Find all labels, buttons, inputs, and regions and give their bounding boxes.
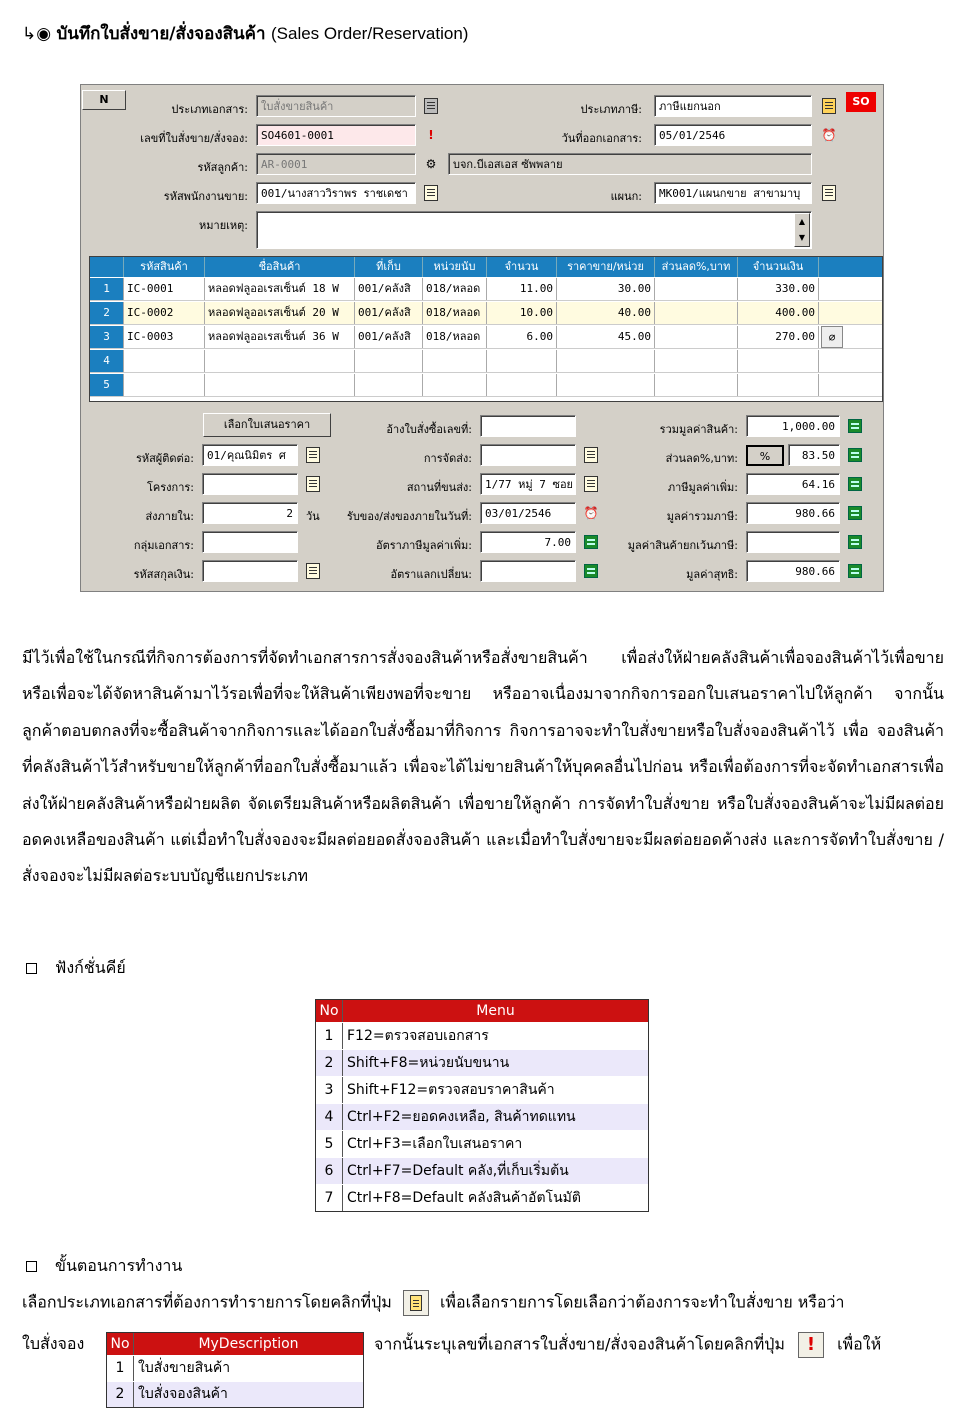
col-qty-header[interactable]: จำนวน <box>487 257 557 277</box>
cell-disc[interactable] <box>655 350 738 372</box>
incl-vat-calc-icon[interactable] <box>846 503 864 523</box>
menu-row-text: Ctrl+F7=Default คลัง,ที่เก็บเริ่มต้น <box>347 1163 569 1179</box>
cell-name[interactable] <box>205 350 355 372</box>
steps-text-2a: ใบสั่งจอง <box>22 1334 85 1353</box>
row-number: 5 <box>90 374 124 396</box>
exclamation-icon: ! <box>798 1332 824 1358</box>
cell-price[interactable]: 45.00 <box>557 326 655 348</box>
vat-field[interactable]: 64.16 <box>746 473 840 495</box>
col-code-header[interactable]: รหัสสินค้า <box>124 257 205 277</box>
exchange-label: อัตราแลกเปลี่ยน: <box>390 568 472 581</box>
section-heading <box>22 20 468 47</box>
menu-row-no: 5 <box>316 1131 343 1157</box>
menu-row-text: Shift+F12=ตรวจสอบราคาสินค้า <box>347 1082 555 1098</box>
doc-group-field[interactable] <box>202 531 298 553</box>
steps-text-2c: เพื่อให้ <box>837 1334 882 1354</box>
heading-title-en: (Sales Order/Reservation) <box>270 24 469 43</box>
dept-label: แผนก: <box>610 190 642 203</box>
receive-date-label: รับของ/ส่งของภายในวันที่: <box>346 510 472 523</box>
contact-label: รหัสผู้ติดต่อ: <box>135 452 194 465</box>
desc-row <box>107 1381 363 1407</box>
cell-loc[interactable]: 001/คลังสิ <box>355 302 423 324</box>
cell-disc[interactable] <box>655 302 738 324</box>
mode-indicator: N <box>82 90 126 110</box>
col-disc-header[interactable]: ส่วนลด%,บาท <box>655 257 738 277</box>
col-unit-header[interactable]: หน่วยนับ <box>423 257 487 277</box>
menu-row-text: Ctrl+F2=ยอดคงเหลือ, สินค้าทดแทน <box>347 1109 576 1125</box>
cell-qty[interactable]: 11.00 <box>487 278 557 300</box>
cell-code[interactable]: IC-0001 <box>124 278 205 300</box>
tax-type-lookup-icon[interactable] <box>820 96 838 116</box>
description-paragraph: มีไว้เพื่อใช้ในกรณีที่กิจการต้องการที่จัดทำเอกสารการสั่งจองสินค้าหรือสั่งขายสินค้า เพื่อส่งให้ฝ่ายคลังสินค้าเพื่อจองสินค้าไว้เพื่อขาย หรือเพื่อจะได้จัดหาสินค้ามาไว้รอเพื่อที่จะให้สินค้าเพียงพอที่จะขาย หรืออาจเนื่องมาจากกิจการออกใบเสนอราคาไปให้ลูกค้า จากนั้นลูกค้าตอบตกลงที่จะซื้อสินค้าจากกิจการและได้ออกใบสั่งซื้อมาที่กิจการ กิจการอาจจะทำใบสั่งขายหรือใบสั่งจองสินค้าไว้ เพื่อ จองสินค้าที่คลังสินค้าไว้สำหรับขายให้ลูกค้าที่ออกใบสั่งซื้อมาแล้ว เพื่อจะได้ไม่ขายสินค้าให้บุคคลอื่นไปก่อน หรือเพื่อต้องการที่จะจัดทำเอกสารเพื่อส่งให้ฝ่ายคลังสินค้าหรือฝ่ายผลิต จัดเตรียมสินค้าหรือผลิตสินค้า เพื่อขายให้ลูกค้า การจัดทำใบสั่งขาย หรือใบสั่งจองสินค้าจะไม่มีผลต่อยอดคงเหลือของสินค้า แต่เมื่อทำใบสั่งจองจะมีผลต่อยอดสั่งจองสินค้า และเมื่อทำใบสั่งขายจะมีผลต่อยอดค้างส่ง และการจัดทำใบสั่งขาย / สั่งจองจะไม่มีผลต่อระบบบัญชีแยกประเภท <box>22 648 944 886</box>
total-field[interactable]: 1,000.00 <box>746 415 840 437</box>
menu-row-text: F12=ตรวจสอบเอกสาร <box>347 1028 489 1044</box>
doc-group-label: กลุ่มเอกสาร: <box>133 539 194 552</box>
heading-title-th: บันทึกใบสั่งขาย/สั่งจองสินค้า <box>56 24 266 44</box>
transport-label: การจัดส่ง: <box>423 452 472 465</box>
cell-name[interactable]: หลอดฟลูออเรสเซ็นต์ 18 W <box>205 278 355 300</box>
cell-code[interactable]: IC-0003 <box>124 326 205 348</box>
menu-title-header: Menu <box>476 1003 515 1019</box>
doc-no-field[interactable]: SO4601-0001 <box>256 124 416 146</box>
total-calc-icon[interactable] <box>846 416 864 436</box>
function-keys-title: ฟังก์ชั่นคีย์ <box>55 958 126 977</box>
cell-qty[interactable] <box>487 350 557 372</box>
remark-label: หมายเหตุ: <box>199 219 248 232</box>
desc-header <box>107 1333 363 1355</box>
incl-vat-field[interactable]: 980.66 <box>746 502 840 524</box>
vat-calc-icon[interactable] <box>846 474 864 494</box>
attachment-clip-icon[interactable]: ⌀ <box>821 326 843 348</box>
steps-text-1a: เลือกประเภทเอกสารที่ต้องการทำรายการโดยคลิกที่ปุ่ม <box>22 1292 392 1312</box>
salesperson-lookup-icon[interactable] <box>422 183 440 203</box>
cell-unit[interactable]: 018/หลอด <box>423 326 487 348</box>
contact-lookup-icon[interactable] <box>304 445 322 465</box>
menu-row <box>316 1022 648 1049</box>
menu-row-no: 3 <box>316 1077 343 1103</box>
cell-amount[interactable] <box>738 350 819 372</box>
menu-no-header: No <box>316 1000 343 1022</box>
cell-unit[interactable] <box>423 350 487 372</box>
cell-price[interactable]: 40.00 <box>557 302 655 324</box>
row-number: 1 <box>90 278 124 300</box>
menu-row <box>316 1049 648 1076</box>
contact-field[interactable]: 01/คุณนิมิตร ศ <box>202 444 298 466</box>
exempt-field[interactable] <box>746 531 840 553</box>
row-number: 3 <box>90 326 124 348</box>
cell-disc[interactable] <box>655 278 738 300</box>
steps-text-2b: จากนั้นระบุเลขที่เอกสารใบสั่งขาย/สั่งจองสินค้าโดยคลิกที่ปุ่ม <box>374 1334 785 1354</box>
doc-type-description-table <box>106 1332 364 1408</box>
menu-header <box>316 1000 648 1022</box>
customer-search-icon[interactable]: ⚙ <box>425 157 437 171</box>
cell-unit[interactable]: 018/หลอด <box>423 302 487 324</box>
net-calc-icon[interactable] <box>846 561 864 581</box>
table-row[interactable] <box>90 326 882 349</box>
project-field[interactable] <box>202 473 298 495</box>
remark-field[interactable] <box>256 211 812 249</box>
doc-badge: SO <box>846 92 876 112</box>
receive-date-field[interactable]: 03/01/2546 <box>480 502 576 524</box>
row-number: 4 <box>90 350 124 372</box>
cust-code-field[interactable]: AR-0001 <box>256 153 416 175</box>
total-label: รวมมูลค่าสินค้า: <box>659 423 738 436</box>
ship-place-label: สถานที่ขนส่ง: <box>406 481 472 494</box>
desc-row <box>107 1355 363 1381</box>
col-price-header[interactable]: ราคาขาย/หน่วย <box>557 257 655 277</box>
steps-text-1b: เพื่อเลือกรายการโดยเลือกว่าต้องการจะทำใบสั่งขาย หรือว่า <box>439 1292 845 1312</box>
discount-label: ส่วนลด%,บาท: <box>665 452 738 465</box>
po-ref-label: อ้างใบสั่งซื้อเลขที่: <box>386 423 472 436</box>
cell-name[interactable] <box>205 374 355 396</box>
ship-in-field[interactable]: 2 <box>202 502 298 524</box>
cell-disc[interactable] <box>655 326 738 348</box>
col-name-header[interactable]: ชื่อสินค้า <box>205 257 355 277</box>
ship-place-lookup-icon[interactable] <box>582 474 600 494</box>
cell-code[interactable]: IC-0002 <box>124 302 205 324</box>
cell-name[interactable]: หลอดฟลูออเรสเซ็นต์ 36 W <box>205 326 355 348</box>
doc-type-field[interactable]: ใบสั่งขายสินค้า <box>256 95 416 117</box>
transport-field[interactable] <box>480 444 576 466</box>
table-row[interactable] <box>90 350 882 373</box>
col-amount-header[interactable]: จำนวนเงิน <box>738 257 819 277</box>
menu-row-no: 1 <box>316 1023 343 1049</box>
cell-qty[interactable]: 6.00 <box>487 326 557 348</box>
days-label: วัน <box>306 510 320 523</box>
menu-row-text: Shift+F8=หน่วยนับขนาน <box>347 1055 510 1071</box>
project-label: โครงการ: <box>147 481 194 494</box>
doc-date-label: วันที่ออกเอกสาร: <box>561 132 642 145</box>
receive-calendar-icon[interactable]: ⏰ <box>583 506 599 520</box>
cell-disc[interactable] <box>655 374 738 396</box>
sales-label: รหัสพนักงานขาย: <box>163 190 248 203</box>
dept-lookup-icon[interactable] <box>820 183 838 203</box>
exchange-calc-icon[interactable] <box>582 561 600 581</box>
discount-field[interactable]: 83.50 <box>788 444 840 466</box>
desc-row-text: ใบสั่งขายสินค้า <box>138 1360 231 1376</box>
net-label: มูลค่าสุทธิ: <box>686 568 738 581</box>
doc-no-label: เลขที่ใบสั่งขาย/สั่งจอง: <box>140 132 248 145</box>
steps-line-2 <box>374 1332 881 1358</box>
desc-no-header: No <box>107 1333 134 1355</box>
exempt-label: มูลค่าสินค้ายกเว้นภาษี: <box>627 539 738 552</box>
function-key-menu <box>315 999 649 1212</box>
menu-row-text: Ctrl+F8=Default คลังสินค้าอัตโนมัติ <box>347 1190 581 1206</box>
cust-code-label: รหัสลูกค้า: <box>197 161 248 174</box>
cell-qty[interactable]: 10.00 <box>487 302 557 324</box>
cell-name[interactable]: หลอดฟลูออเรสเซ็นต์ 20 W <box>205 302 355 324</box>
items-grid <box>89 256 883 402</box>
discount-calc-icon[interactable] <box>846 445 864 465</box>
tax-type-label: ประเภทภาษี: <box>580 103 642 116</box>
function-keys-heading <box>26 956 126 981</box>
steps-title: ขั้นตอนการทำงาน <box>55 1256 183 1275</box>
bullet-icon: ↳◉ <box>22 24 52 44</box>
exempt-calc-icon[interactable] <box>846 532 864 552</box>
steps-heading <box>26 1254 182 1279</box>
grid-header <box>90 257 882 277</box>
ship-in-label: ส่งภายใน: <box>145 510 194 523</box>
cell-unit[interactable] <box>423 374 487 396</box>
cell-amount[interactable]: 400.00 <box>738 302 819 324</box>
menu-row <box>316 1076 648 1103</box>
cell-code[interactable] <box>124 350 205 372</box>
currency-label: รหัสสกุลเงิน: <box>133 568 194 581</box>
menu-row <box>316 1157 648 1184</box>
cell-amount[interactable]: 330.00 <box>738 278 819 300</box>
currency-lookup-icon[interactable] <box>304 561 322 581</box>
menu-row-no: 2 <box>316 1050 343 1076</box>
cell-unit[interactable]: 018/หลอด <box>423 278 487 300</box>
steps-line-1 <box>22 1290 845 1316</box>
remark-scrollbar[interactable]: ▲ ▼ <box>794 213 810 247</box>
desc-row-no: 2 <box>107 1382 134 1407</box>
doc-type-lookup-icon[interactable] <box>422 96 440 116</box>
cell-amount[interactable]: 270.00 <box>738 326 819 348</box>
checkbox-bullet-icon <box>26 1261 37 1272</box>
menu-row <box>316 1103 648 1130</box>
cell-price[interactable] <box>557 350 655 372</box>
document-icon <box>403 1290 429 1316</box>
menu-row-text: Ctrl+F3=เลือกใบเสนอราคา <box>347 1136 523 1152</box>
currency-field[interactable] <box>202 560 298 582</box>
dept-field[interactable]: MK001/แผนกขาย สาขามาบุ <box>654 182 812 204</box>
project-lookup-icon[interactable] <box>304 474 322 494</box>
cell-qty[interactable] <box>487 374 557 396</box>
exchange-field[interactable] <box>480 560 576 582</box>
ship-place-field[interactable]: 1/77 หมู่ 7 ซอย <box>480 473 576 495</box>
cell-code[interactable] <box>124 374 205 396</box>
cell-loc[interactable]: 001/คลังสิ <box>355 326 423 348</box>
row-number: 2 <box>90 302 124 324</box>
po-ref-field[interactable] <box>480 415 576 437</box>
menu-row-no: 6 <box>316 1158 343 1184</box>
desc-title-header: MyDescription <box>198 1336 299 1352</box>
tax-type-field[interactable]: ภาษีแยกนอก <box>654 95 812 117</box>
cell-loc[interactable] <box>355 350 423 372</box>
select-quotation-button[interactable]: เลือกใบเสนอราคา <box>203 413 331 437</box>
cell-loc[interactable] <box>355 374 423 396</box>
vat-label: ภาษีมูลค่าเพิ่ม: <box>667 481 738 494</box>
transport-lookup-icon[interactable] <box>582 445 600 465</box>
vat-rate-field[interactable]: 7.00 <box>480 531 576 553</box>
cust-name-field: บจก.บีเอสเอส ซัพพลาย <box>448 153 812 175</box>
vat-rate-label: อัตราภาษีมูลค่าเพิ่ม: <box>375 539 472 552</box>
table-row[interactable] <box>90 302 882 325</box>
table-row[interactable] <box>90 278 882 301</box>
incl-vat-label: มูลค่ารวมภาษี: <box>666 510 738 523</box>
cell-price[interactable]: 30.00 <box>557 278 655 300</box>
doc-no-exclaim-icon[interactable]: ! <box>428 128 434 142</box>
desc-row-no: 1 <box>107 1356 134 1381</box>
net-field[interactable]: 980.66 <box>746 560 840 582</box>
desc-row-text: ใบสั่งจองสินค้า <box>138 1386 228 1402</box>
discount-type-button[interactable]: % <box>746 445 784 466</box>
menu-row <box>316 1130 648 1157</box>
doc-type-label: ประเภทเอกสาร: <box>171 103 248 116</box>
checkbox-bullet-icon <box>26 963 37 974</box>
calendar-icon[interactable]: ⏰ <box>821 128 837 142</box>
salesperson-field[interactable]: 001/นางสาววิราพร ราชเดชา <box>256 182 416 204</box>
menu-row-no: 7 <box>316 1185 343 1211</box>
table-row[interactable] <box>90 374 882 397</box>
cell-price[interactable] <box>557 374 655 396</box>
col-loc-header[interactable]: ที่เก็บ <box>355 257 423 277</box>
menu-row <box>316 1184 648 1211</box>
cell-amount[interactable] <box>738 374 819 396</box>
doc-date-field[interactable]: 05/01/2546 <box>654 124 812 146</box>
cell-loc[interactable]: 001/คลังสิ <box>355 278 423 300</box>
menu-row-no: 4 <box>316 1104 343 1130</box>
